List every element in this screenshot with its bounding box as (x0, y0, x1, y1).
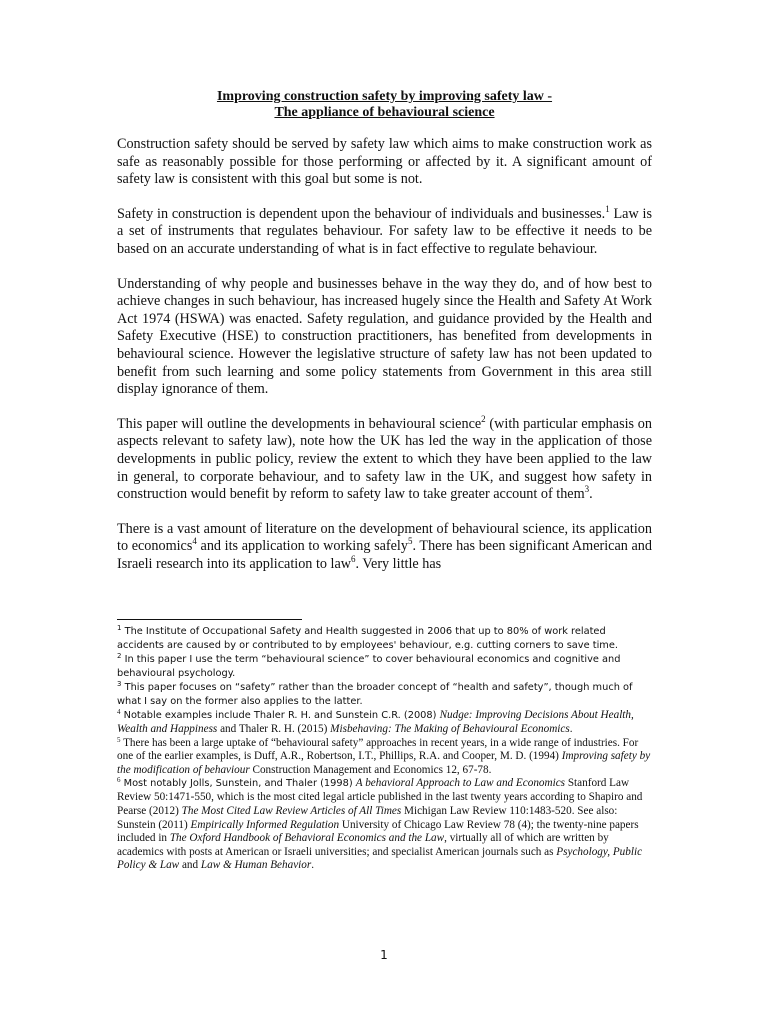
footnote-ref-3[interactable]: 3 (584, 484, 590, 495)
footnote-6-text-e: Michigan Law Review 110:1483-520. See also: Sunstein (2011) (117, 804, 618, 831)
footnote-3 (117, 681, 652, 709)
paragraph-4-text-a: This paper will outline the developments in behavioural science (117, 415, 482, 432)
footnote-4-book-title-2: Misbehaving: The Making of Behavioural Economics (330, 723, 570, 735)
footnote-4 (117, 709, 652, 737)
footnote-6-text-c: Stanford Law Review 50:1471-550, which is the most cited legal article published in the last twenty years according to Shapiro and Pearse (2012) (117, 777, 643, 817)
title-line-2: The appliance of behavioural science (274, 105, 495, 120)
footnote-6-journal-1: Psychology, Public Policy & Law (117, 845, 643, 872)
footnote-3-text: This paper focuses on “safety” rather than the broader concept of “health and safety”, though much of what I say on the former also applies to the latter. (117, 682, 633, 707)
footnote-4-number: 4 (117, 708, 121, 716)
paragraph-4-text-b: (with particular emphasis on aspects relevant to safety law), note how the UK has led the way in the application of those developments in public policy, review the extent to which they have been applied to the law in general, to corporate behaviour, and to safety law in the UK, and suggest how safety in construction would benefit by reform to safety law to take greater account of them (117, 415, 652, 503)
footnote-4-text-c: and Thaler R. H. (2015) (217, 723, 331, 735)
footnote-6-title-4: The Oxford Handbook of Behavioral Economics and the Law (169, 832, 445, 845)
title-line-1: Improving construction safety by improving safety law - (216, 89, 553, 104)
footnote-1 (117, 625, 652, 653)
body-text (117, 136, 652, 590)
footnote-6-text-g: University of Chicago Law Review 78 (4); the twenty-nine papers included in (117, 818, 639, 845)
paragraph-5-text-d: . Very little has (355, 555, 442, 572)
footnote-ref-6[interactable]: 6 (351, 553, 356, 564)
footnote-3-number: 3 (117, 680, 122, 688)
footnote-2-text: In this paper I use the term “behavioural science” to cover behavioural economics and cognitive and behavioural psychology. (117, 654, 621, 679)
document-title (117, 89, 652, 121)
footnote-6-number: 6 (117, 776, 121, 785)
footnote-1-number: 1 (117, 624, 122, 632)
paragraph-3: Understanding of why people and businesses behave in the way they do, and of how best to achieve changes in such behaviour, has increased hugely since the Health and Safety At Work Act 1974 (HSWA) was enacted. Safety regulation, and guidance provided by the Health and Safety Executive (HSE) to construction practitioners, has benefited from developments in behavioural science. However the legislative structure of safety law has not been updated to benefit from such learning and some policy statements from Government in this area still display ignorance of them. (117, 275, 652, 398)
footnote-ref-2[interactable]: 2 (481, 413, 486, 424)
footnote-6-text-i: , virtually all of which are written by academics with posts at American or Israeli universities; and specialist American journals such as (117, 832, 609, 858)
paragraph-5-text-a: There is a vast amount of literature on the development of behavioural science, its application to economics (117, 520, 652, 555)
paragraph-5-text-b: and its application to working safely (196, 538, 408, 555)
footnote-ref-4[interactable]: 4 (192, 536, 197, 547)
footnote-4-text-a: Notable examples include Thaler R. H. and Sunstein C.R. (2008) (120, 710, 440, 721)
footnote-6-title-3: Empirically Informed Regulation (190, 818, 340, 831)
footnote-5-article-title: Improving safety by the modification of behaviour (117, 750, 651, 776)
footnote-6-text-k: and (179, 859, 201, 872)
footnote-divider (117, 619, 302, 620)
footnotes (117, 625, 652, 873)
footnote-6-text-m: . (311, 859, 315, 872)
footnote-5-number: 5 (117, 735, 121, 744)
paragraph-1: Construction safety should be served by safety law which aims to make construction work as safe as reasonably possible for those performing or affected by it. A significant amount of safety law is consistent with this goal but some is not. (117, 136, 652, 188)
footnote-ref-1[interactable]: 1 (605, 203, 610, 214)
footnote-5 (117, 737, 652, 778)
footnote-5-text-c: Construction Management and Economics 12, 67-78. (249, 763, 492, 776)
footnote-6-text-a: Most notably Jolls, Sunstein, and Thaler (1998) (120, 778, 356, 790)
page-number: 1 (380, 948, 388, 962)
footnote-ref-5[interactable]: 5 (407, 536, 413, 547)
footnote-6 (117, 777, 652, 873)
footnote-6-journal-2: Law & Human Behavior (200, 859, 312, 872)
footnote-6-title-2: The Most Cited Law Review Articles of All Times (181, 804, 402, 817)
footnote-5-text-a: There has been a large uptake of “behavioural safety” approaches in recent years, in a wide range of industries. For one of the earlier examples, is Duff, A.R., Robertson, I.T., Phillips, R.A. and Cooper, M. D. (1994) (117, 736, 639, 763)
paragraph-4-text-c: . (589, 486, 593, 503)
footnote-2-number: 2 (117, 652, 122, 660)
paragraph-5 (117, 521, 652, 574)
footnote-4-text-e: . (569, 723, 573, 735)
footnote-4-book-title-1: Nudge: Improving Decisions About Health, Wealth and Happiness (117, 709, 634, 735)
footnote-2 (117, 653, 652, 681)
paragraph-2 (117, 203, 652, 259)
paragraph-5-text-c: . There has been significant American and Israeli research into its application to law (117, 538, 652, 572)
footnote-6-title-1: A behavioral Approach to Law and Economics (355, 777, 566, 790)
paragraph-2-text-a: Safety in construction is dependent upon the behaviour of individuals and businesses. (117, 205, 606, 222)
paragraph-2-text-b: Law is a set of instruments that regulates behaviour. For safety law to be effective it needs to be based on an accurate understanding of what is in fact effective to regulate behaviour. (117, 205, 652, 257)
footnote-1-text: The Institute of Occupational Safety and Health suggested in 2006 that up to 80% of work related accidents are caused by or contributed to by employees' behaviour, e.g. cutting corners to save time. (117, 626, 618, 651)
paragraph-4 (117, 413, 652, 504)
